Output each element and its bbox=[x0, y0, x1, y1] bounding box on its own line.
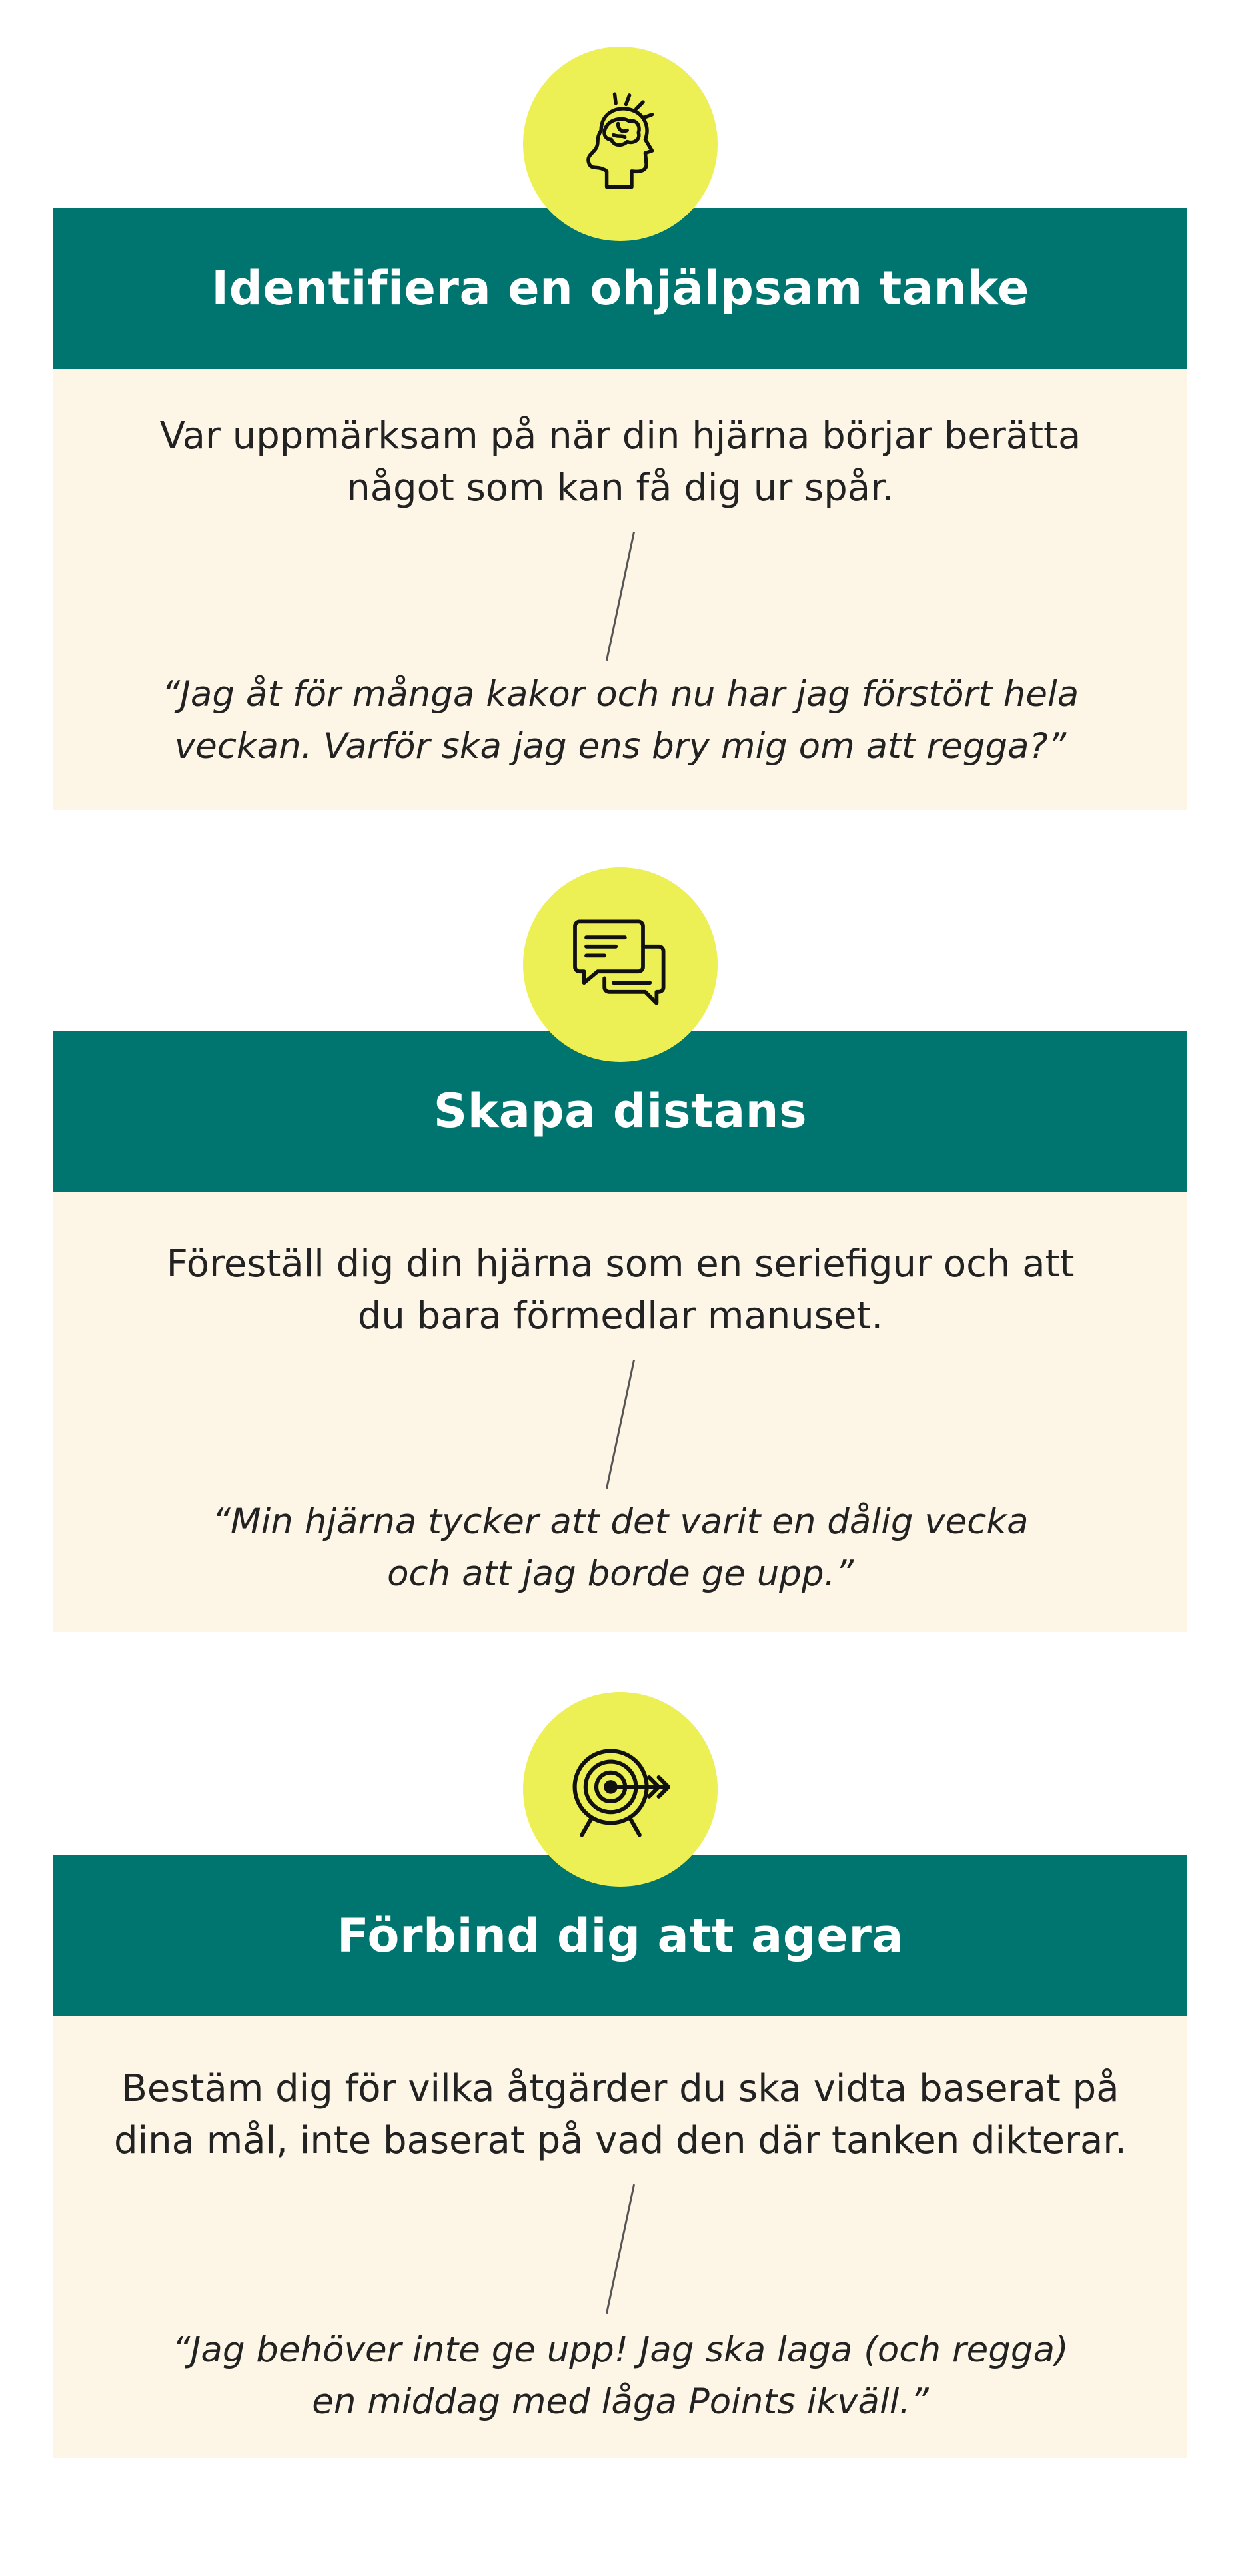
section-create-distance bbox=[53, 867, 1187, 1632]
section-quote bbox=[107, 2324, 1134, 2428]
icon-circle bbox=[523, 867, 718, 1062]
section-description bbox=[93, 2063, 1147, 2167]
section-body bbox=[53, 1192, 1187, 1632]
section-quote bbox=[107, 669, 1134, 773]
section-title: Skapa distans bbox=[433, 1084, 808, 1138]
quote-line: veckan. Varför ska jag ens bry mig om att regga?” bbox=[174, 726, 1067, 767]
divider-line bbox=[606, 532, 635, 661]
section-identify-thought bbox=[53, 47, 1187, 810]
section-title: Förbind dig att agera bbox=[336, 1909, 904, 1963]
divider-line bbox=[606, 1360, 635, 1489]
quote-line: en middag med låga Points ikväll.” bbox=[312, 2381, 929, 2422]
divider-line bbox=[606, 2184, 635, 2314]
head-brain-icon bbox=[564, 87, 677, 201]
section-title: Identifiera en ohjälpsam tanke bbox=[211, 261, 1029, 316]
section-body bbox=[53, 369, 1187, 810]
quote-line: “Jag behöver inte ge upp! Jag ska laga (och regga) bbox=[172, 2330, 1069, 2370]
quote-line: “Min hjärna tycker att det varit en dålig vecka bbox=[212, 1502, 1029, 1542]
icon-circle bbox=[523, 1692, 718, 1887]
description-line: du bara förmedlar manuset. bbox=[357, 1294, 884, 1338]
chat-bubbles-icon bbox=[564, 908, 677, 1021]
section-description bbox=[93, 1238, 1147, 1342]
section-description bbox=[93, 410, 1147, 514]
section-commit-to-act bbox=[53, 1692, 1187, 2458]
description-line: dina mål, inte baserat på vad den där tanken dikterar. bbox=[114, 2119, 1127, 2162]
description-line: Föreställ dig din hjärna som en seriefigur och att bbox=[166, 1242, 1075, 1286]
description-line: Var uppmärksam på när din hjärna börjar berätta bbox=[159, 414, 1081, 458]
target-arrow-icon bbox=[560, 1729, 680, 1849]
section-body bbox=[53, 2016, 1187, 2458]
description-line: något som kan få dig ur spår. bbox=[346, 466, 894, 510]
section-quote bbox=[107, 1496, 1134, 1600]
quote-line: och att jag borde ge upp.” bbox=[387, 1553, 854, 1594]
icon-circle bbox=[523, 47, 718, 241]
description-line: Bestäm dig för vilka åtgärder du ska vidta baserat på bbox=[121, 2067, 1119, 2110]
quote-line: “Jag åt för många kakor och nu har jag förstört hela bbox=[161, 674, 1079, 715]
